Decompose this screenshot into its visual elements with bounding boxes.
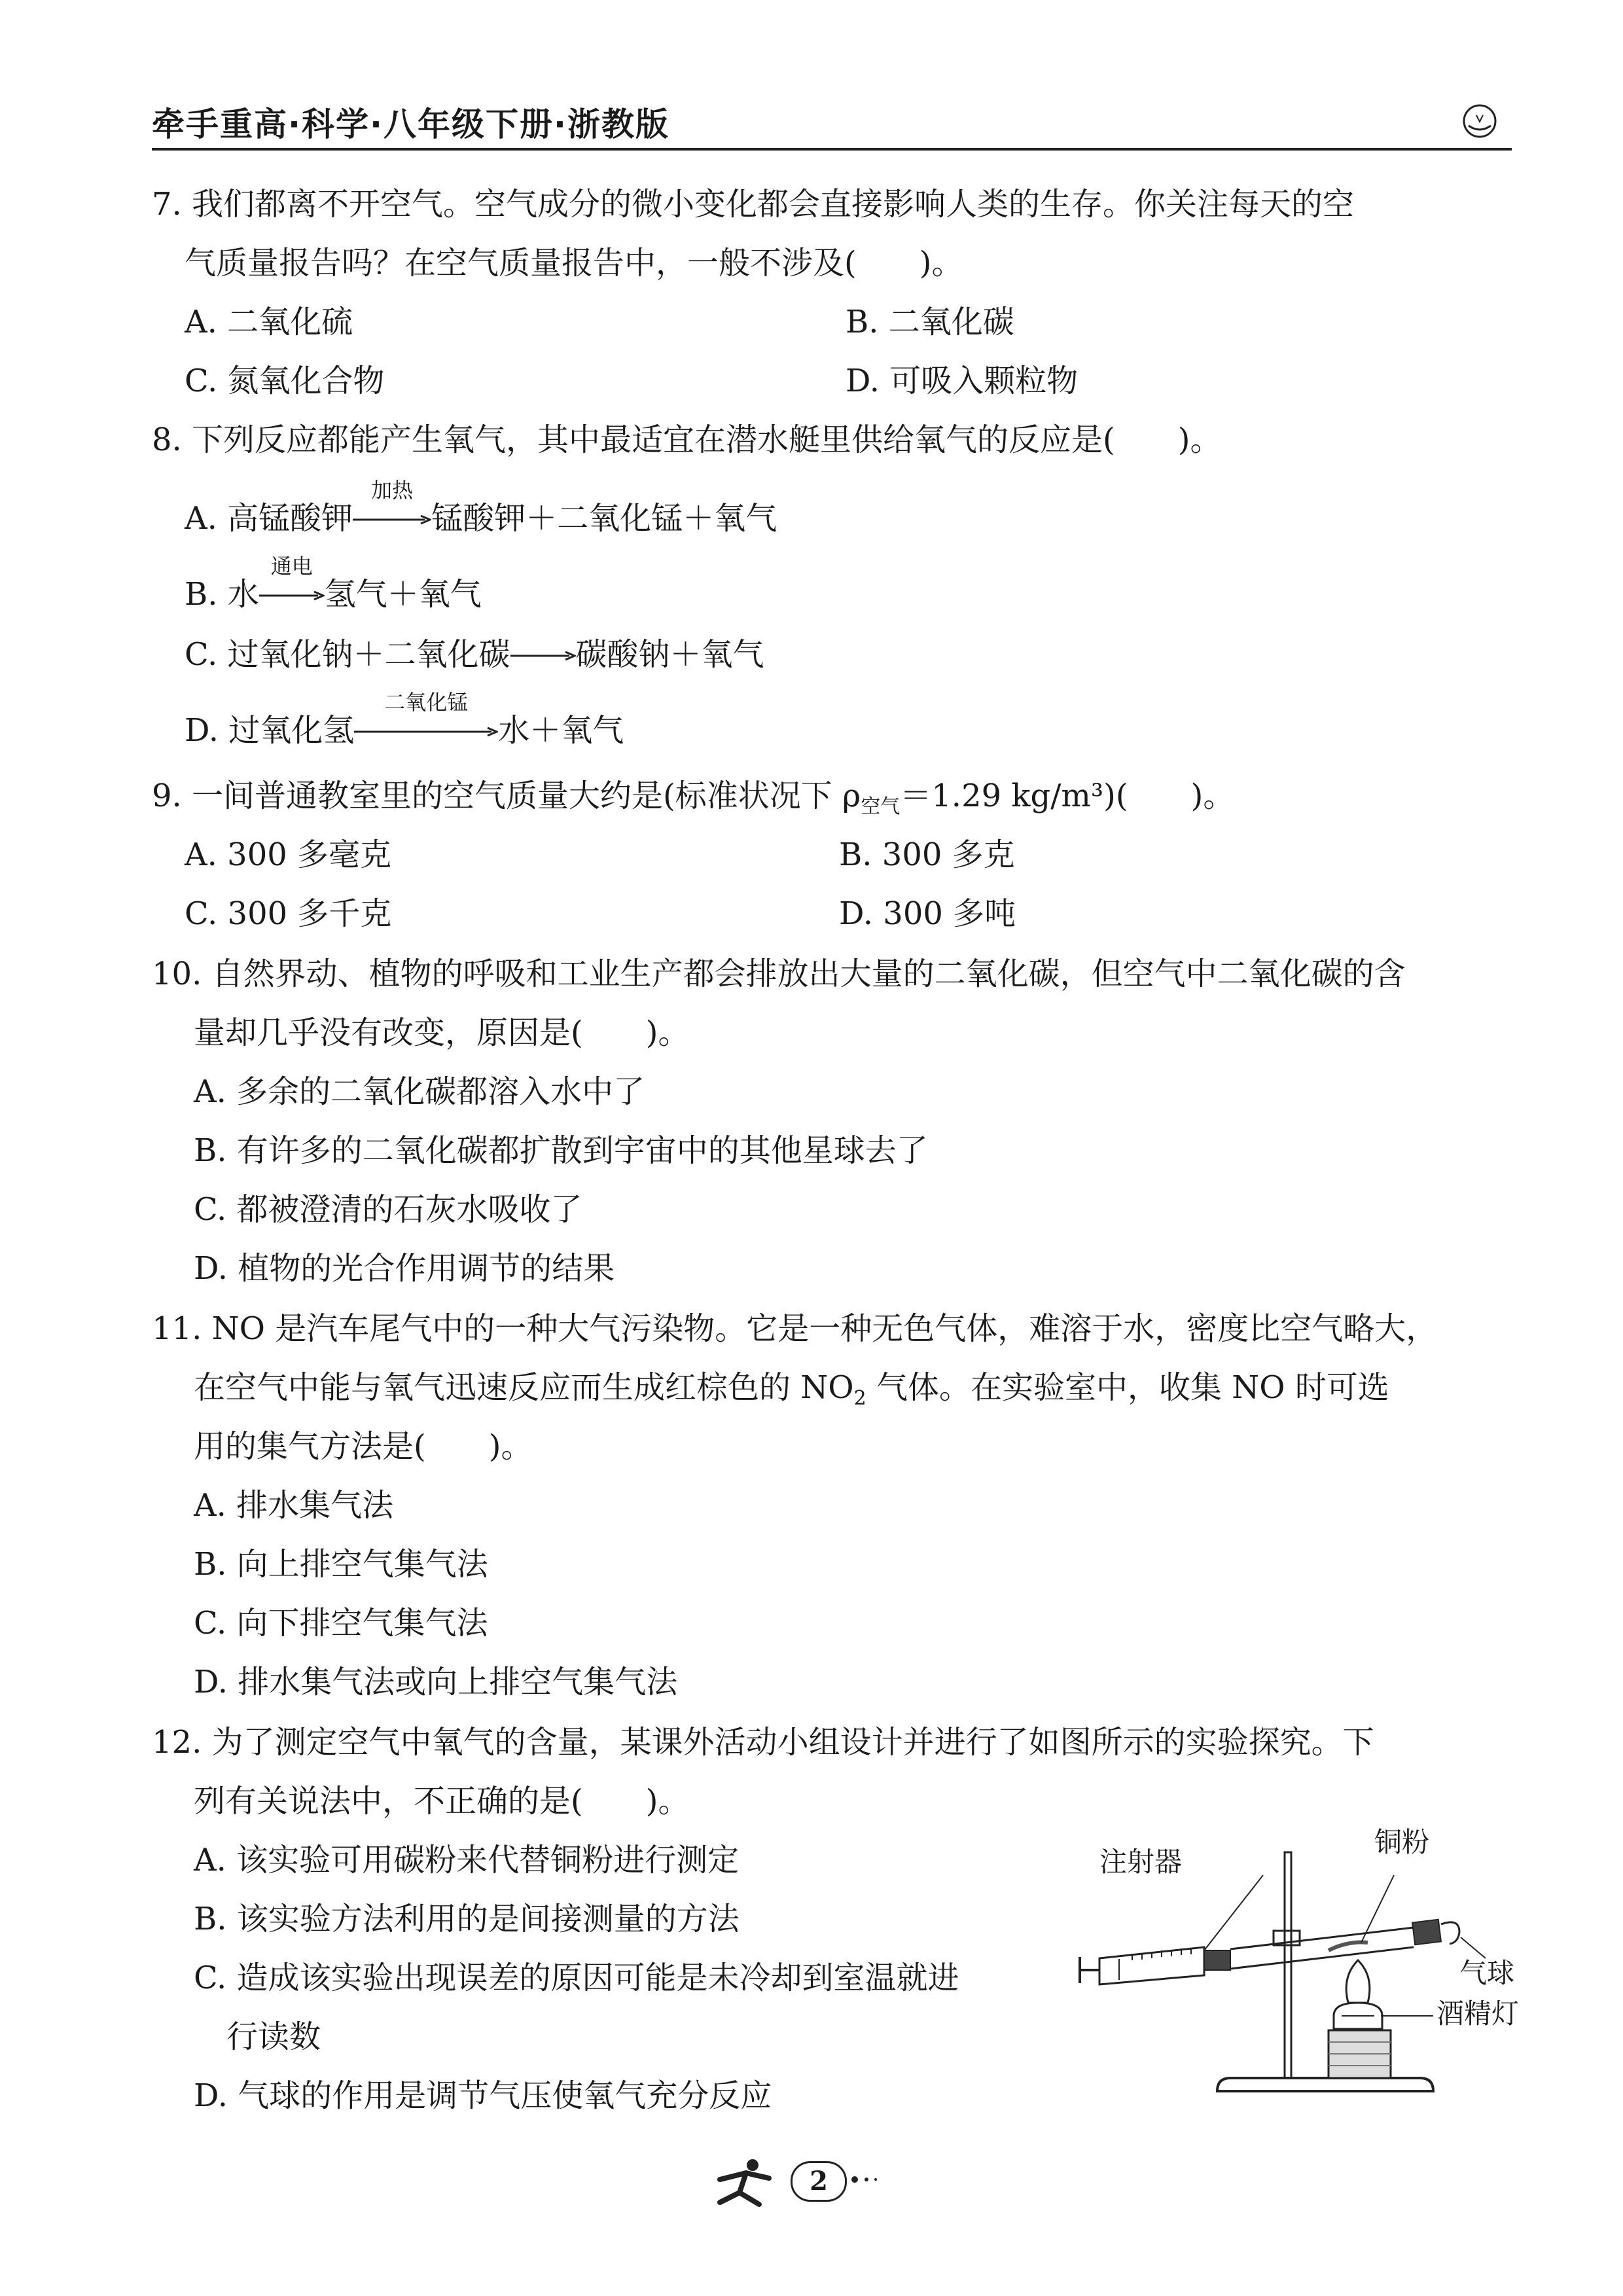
q7-stem-line1: 7. 我们都离不开空气。空气成分的微小变化都会直接影响人类的生存。你关注每天的空: [152, 186, 1355, 223]
balloon-label: 气球: [1459, 1957, 1515, 1989]
q10-stem-line1: 10. 自然界动、植物的呼吸和工业生产都会排放出大量的二氧化碳，但空气中二氧化碳的含: [152, 956, 1406, 992]
q8-option-c: [185, 635, 764, 677]
q9-stem-post: ＝1.29 kg/m³)( )。: [900, 778, 1235, 814]
page-footer: [707, 2153, 929, 2219]
q8-stem: 8. 下列反应都能产生氧气，其中最适宜在潜水艇里供给氧气的反应是( )。: [152, 422, 1222, 458]
q12-option-c-line2: 行读数: [226, 2018, 321, 2055]
q9-option-d: D. 300 多吨: [839, 895, 1016, 932]
q8-option-d: [185, 689, 624, 753]
q8-option-b: [185, 553, 482, 617]
q8-b-product: 氢气＋氧气: [324, 576, 482, 613]
q12-option-a: A. 该实验可用碳粉来代替铜粉进行测定: [194, 1842, 740, 1878]
experiment-apparatus-figure: [1067, 1820, 1525, 2108]
q7-option-a: A. 二氧化硫: [185, 304, 353, 340]
q8-d-product: 水＋氧气: [498, 712, 624, 749]
q11-stem-subscript: 2: [853, 1387, 866, 1410]
q8-b-condition: 通电: [270, 553, 313, 579]
q11-stem-line1: 11. NO 是汽车尾气中的一种大气污染物。它是一种无色气体，难溶于水，密度比空气略大，: [152, 1310, 1438, 1347]
reaction-arrow: [259, 553, 325, 617]
runner-logo-icon: [707, 2153, 779, 2212]
header-title: 牵手重高·科学·八年级下册·浙教版: [152, 105, 669, 143]
q8-option-a: [185, 477, 777, 541]
q11-option-a: A. 排水集气法: [194, 1487, 394, 1524]
q12-stem-line2: 列有关说法中，不正确的是( )。: [194, 1783, 690, 1820]
q8-c-reactant: C. 过氧化钠＋二氧化碳: [185, 636, 510, 673]
header-logo-icon: [1461, 102, 1499, 140]
q11-stem-line3: 用的集气方法是( )。: [194, 1428, 533, 1465]
q10-stem-line2: 量却几乎没有改变，原因是( )。: [194, 1014, 690, 1051]
reaction-arrow: [354, 689, 498, 753]
q10-option-b: B. 有许多的二氧化碳都扩散到宇宙中的其他星球去了: [194, 1132, 928, 1169]
q12-stem-line1: 12. 为了测定空气中氧气的含量，某课外活动小组设计并进行了如图所示的实验探究。下: [152, 1724, 1374, 1761]
q11-stem-line2: [194, 1368, 1389, 1418]
q12-option-b: B. 该实验方法利用的是间接测量的方法: [194, 1901, 740, 1937]
q8-b-reactant: B. 水: [185, 576, 259, 613]
q8-a-product: 锰酸钾＋二氧化锰＋氧气: [431, 500, 777, 537]
reaction-arrow: [510, 637, 576, 677]
q11-option-b: B. 向上排空气集气法: [194, 1546, 488, 1583]
header-rule: [152, 148, 1512, 151]
syringe-label: 注射器: [1099, 1846, 1183, 1878]
q9-stem-pre: 9. 一间普通教室里的空气质量大约是(标准状况下 ρ: [152, 778, 861, 814]
q10-option-c: C. 都被澄清的石灰水吸收了: [194, 1191, 582, 1228]
q9-stem: [152, 776, 1234, 827]
q7-option-b: B. 二氧化碳: [846, 304, 1014, 340]
q8-a-condition: 加热: [371, 477, 414, 503]
page-number: 2: [791, 2161, 847, 2202]
q8-d-reactant: D. 过氧化氢: [185, 712, 355, 749]
page-header: [152, 98, 1512, 152]
alcohol-lamp-label: 酒精灯: [1436, 1998, 1520, 2030]
q8-d-condition: 二氧化锰: [384, 689, 469, 715]
q9-option-a: A. 300 多毫克: [185, 836, 392, 873]
q7-stem-line2: 气质量报告吗？在空气质量报告中，一般不涉及( )。: [185, 245, 963, 281]
q8-a-reactant: A. 高锰酸钾: [185, 500, 353, 537]
q11-stem-line2-pre: 在空气中能与氧气迅速反应而生成红棕色的 NO: [194, 1369, 854, 1406]
q11-option-c: C. 向下排空气集气法: [194, 1605, 488, 1641]
reaction-arrow: [353, 477, 431, 541]
copper-powder-label: 铜粉: [1374, 1826, 1430, 1858]
q10-option-d: D. 植物的光合作用调节的结果: [194, 1250, 615, 1287]
q7-option-c: C. 氮氧化合物: [185, 363, 385, 399]
q11-stem-line2-post: 气体。在实验室中，收集 NO 时可选: [866, 1369, 1389, 1406]
q9-stem-subscript: 空气: [861, 795, 901, 818]
q10-option-a: A. 多余的二氧化碳都溶入水中了: [194, 1073, 645, 1110]
q7-option-d: D. 可吸入颗粒物: [846, 363, 1079, 399]
q9-option-c: C. 300 多千克: [185, 895, 392, 932]
q12-option-d: D. 气球的作用是调节气压使氧气充分反应: [194, 2077, 772, 2114]
q11-option-d: D. 排水集气法或向上排空气集气法: [194, 1664, 678, 1700]
q12-option-c-line1: C. 造成该实验出现误差的原因可能是未冷却到室温就进: [194, 1960, 959, 1996]
q8-c-product: 碳酸钠＋氧气: [575, 636, 764, 673]
q9-option-b: B. 300 多克: [839, 836, 1015, 873]
dots-decoration-icon: [849, 2173, 889, 2186]
